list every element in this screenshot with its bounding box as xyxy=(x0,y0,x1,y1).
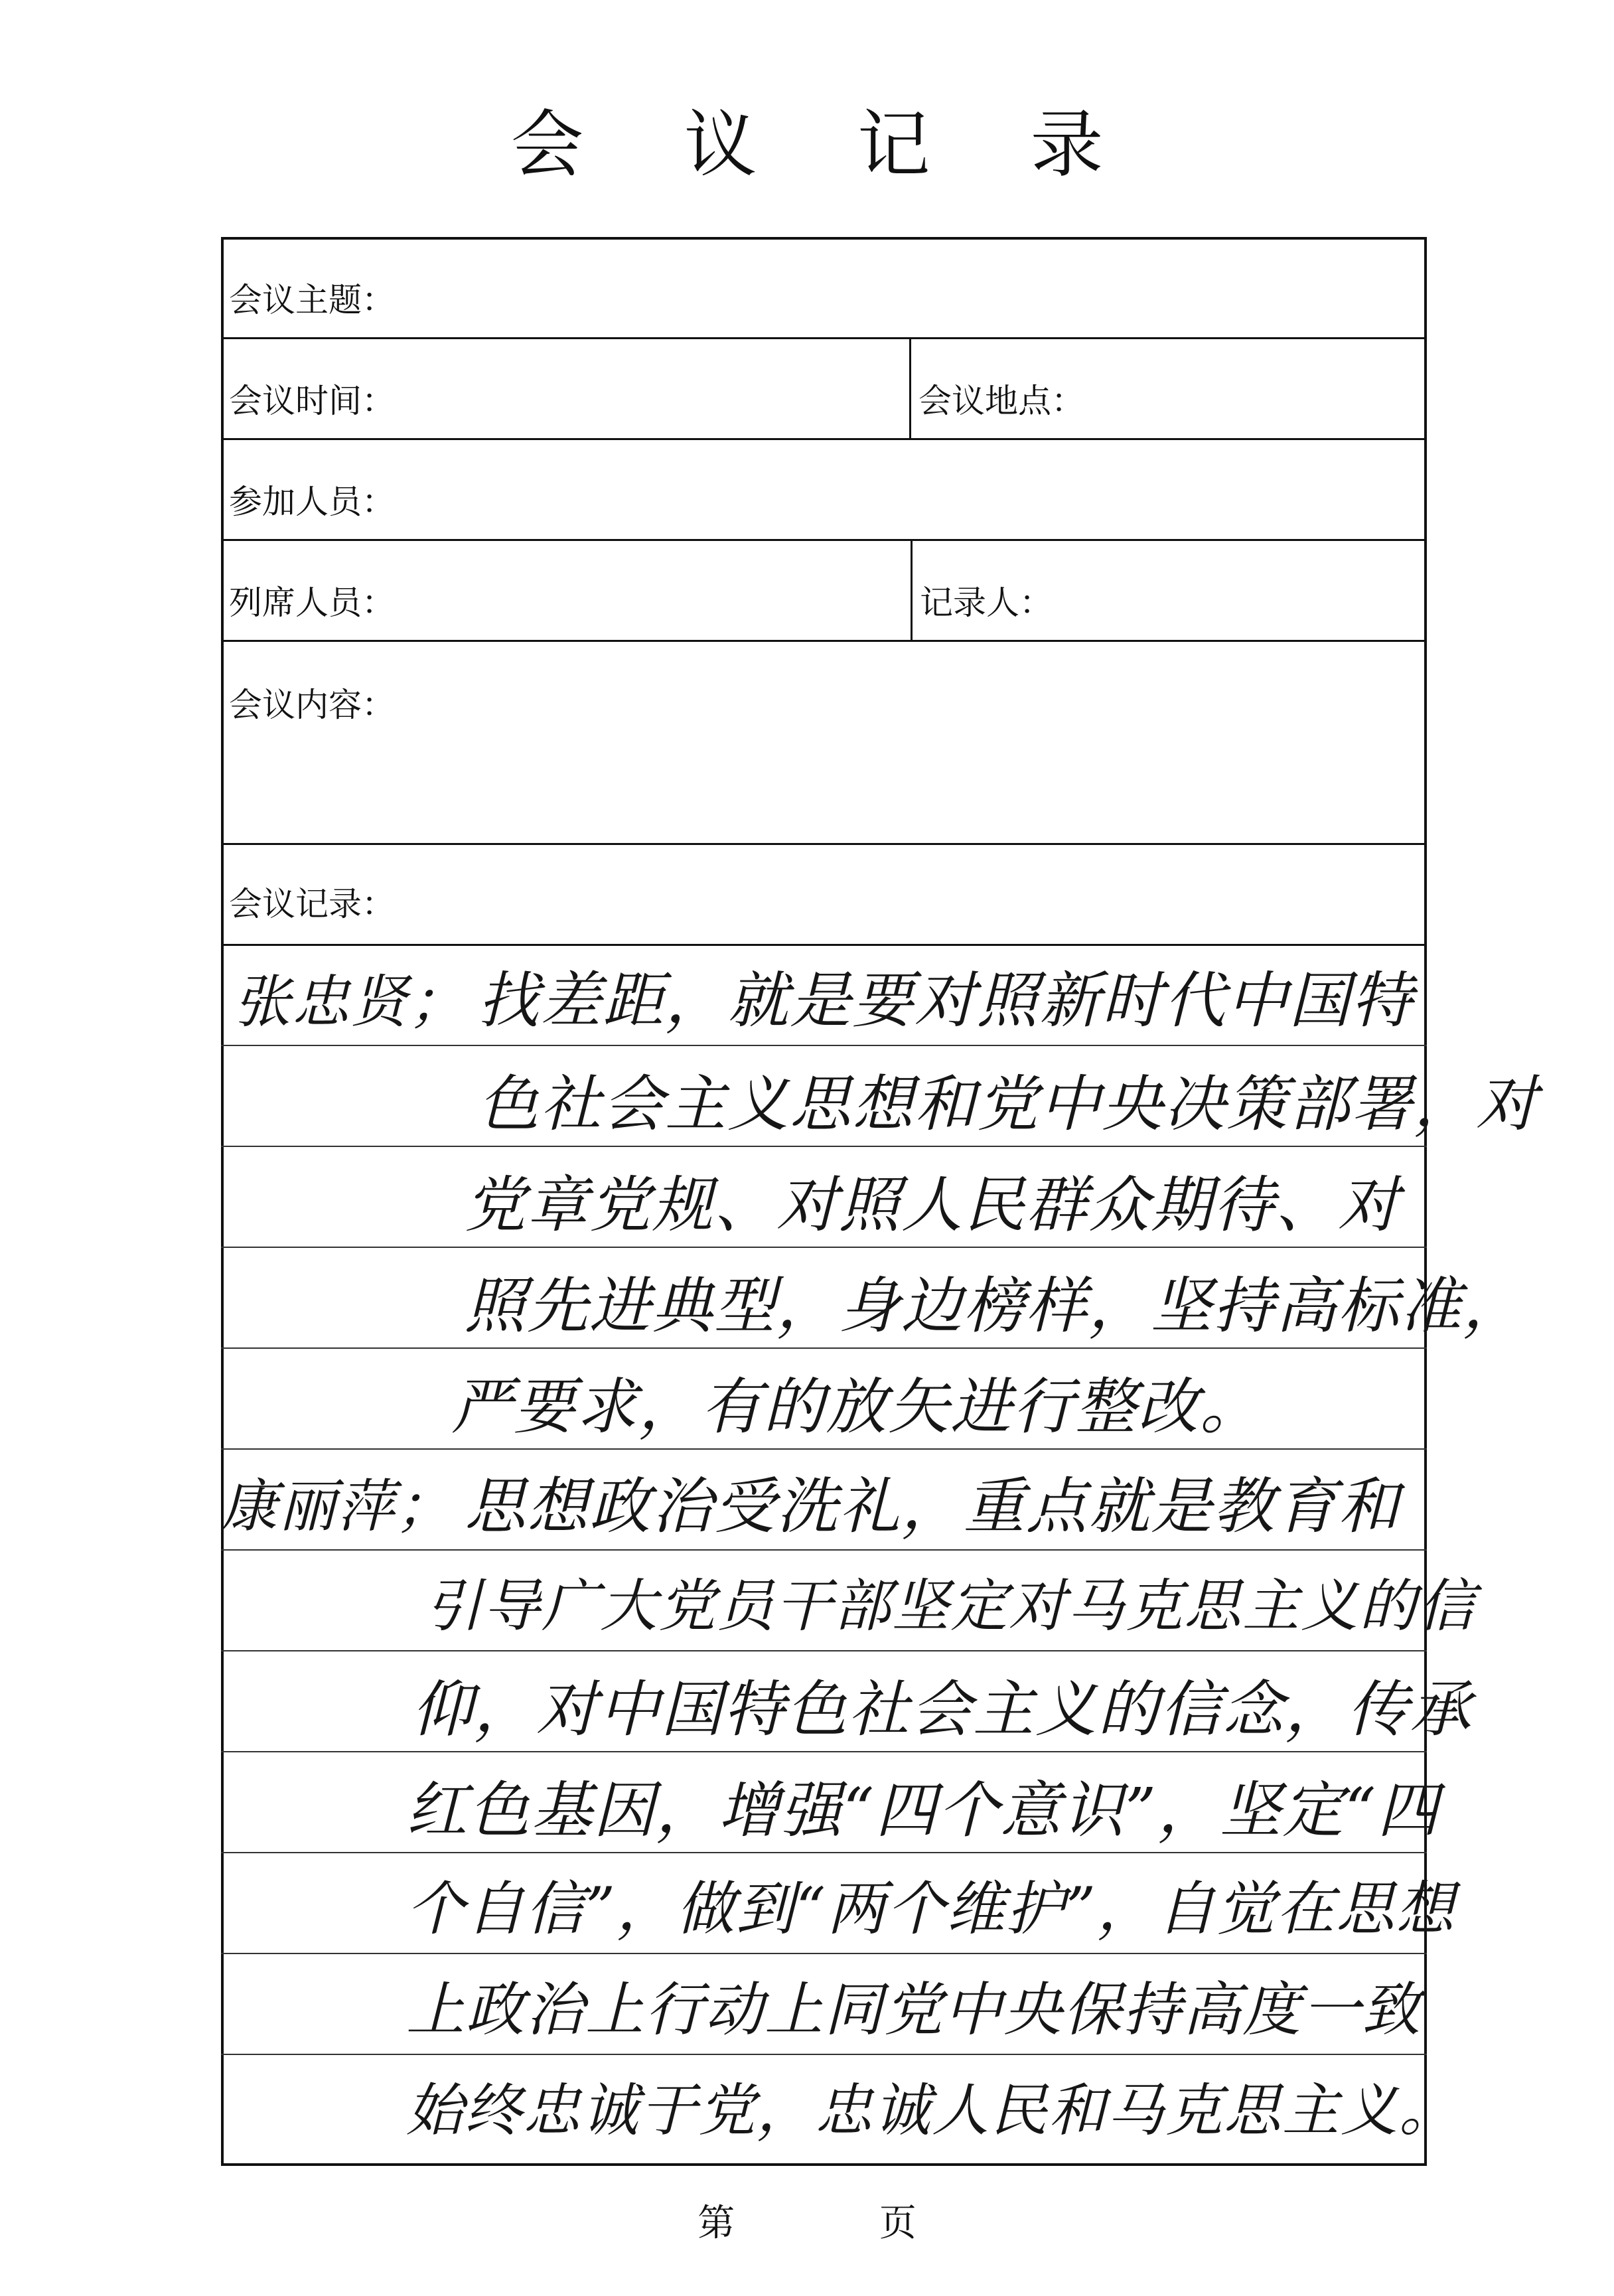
row-divider xyxy=(221,843,1427,845)
topic-label: 会议主题： xyxy=(229,281,395,319)
observers-label: 列席人员： xyxy=(229,583,395,622)
recorder-label: 记录人： xyxy=(920,583,1053,622)
note-line: 始终忠诚于党，忠诚人民和马克思主义。 xyxy=(406,2078,1457,2144)
note-line: 个自信”，做到“两个维护”，自觉在思想 xyxy=(406,1875,1455,1943)
ruled-line xyxy=(221,1953,1427,1954)
note-line: 仰，对中国特色社会主义的信念，传承 xyxy=(411,1674,1473,1745)
note-line: 思想政治受洗礼，重点就是教育和 xyxy=(465,1471,1401,1542)
ruled-line xyxy=(221,1549,1427,1551)
page-title: 会 议 记 录 xyxy=(510,102,1142,187)
ruled-line xyxy=(221,1347,1427,1349)
note-line: 红色基因，增强“四个意识”，坚定“四 xyxy=(406,1775,1440,1846)
content-label: 会议内容： xyxy=(229,686,395,724)
row-divider xyxy=(221,944,1427,946)
ruled-line xyxy=(221,1146,1427,1147)
column-divider xyxy=(911,539,913,640)
ruled-line xyxy=(221,1751,1427,1752)
ruled-line xyxy=(221,1852,1427,1853)
ruled-line xyxy=(221,1448,1427,1450)
note-speaker: 张忠贤； xyxy=(234,969,467,1035)
row-divider xyxy=(221,539,1427,541)
ruled-line xyxy=(221,1247,1427,1248)
note-line: 找差距，就是要对照新时代中国特 xyxy=(478,965,1414,1036)
ruled-line xyxy=(221,1045,1427,1046)
note-line: 党章党规、对照人民群众期待、对 xyxy=(465,1170,1401,1241)
note-line: 上政治上行动上同党中央保持高度一致 xyxy=(406,1975,1422,2044)
note-line: 色社会主义思想和党中央决策部署，对 xyxy=(478,1069,1539,1140)
note-line: 严要求，有的放矢进行整改。 xyxy=(451,1371,1263,1442)
ruled-line xyxy=(221,1650,1427,1651)
note-line: 照先进典型，身边榜样，坚持高标准， xyxy=(465,1270,1526,1341)
place-label: 会议地点： xyxy=(918,382,1084,420)
note-line: 引导广大党员干部坚定对马克思主义的信 xyxy=(425,1573,1476,1640)
ruled-line xyxy=(221,2054,1427,2055)
row-divider xyxy=(221,438,1427,440)
note-speaker: 康丽萍； xyxy=(220,1474,454,1540)
column-divider xyxy=(909,337,911,438)
time-label: 会议时间： xyxy=(229,382,395,420)
minutes-label: 会议记录： xyxy=(229,885,395,923)
row-divider xyxy=(221,640,1427,642)
attendees-label: 参加人员： xyxy=(229,483,395,521)
page-footer: 第 页 xyxy=(697,2202,983,2245)
row-divider xyxy=(221,337,1427,339)
